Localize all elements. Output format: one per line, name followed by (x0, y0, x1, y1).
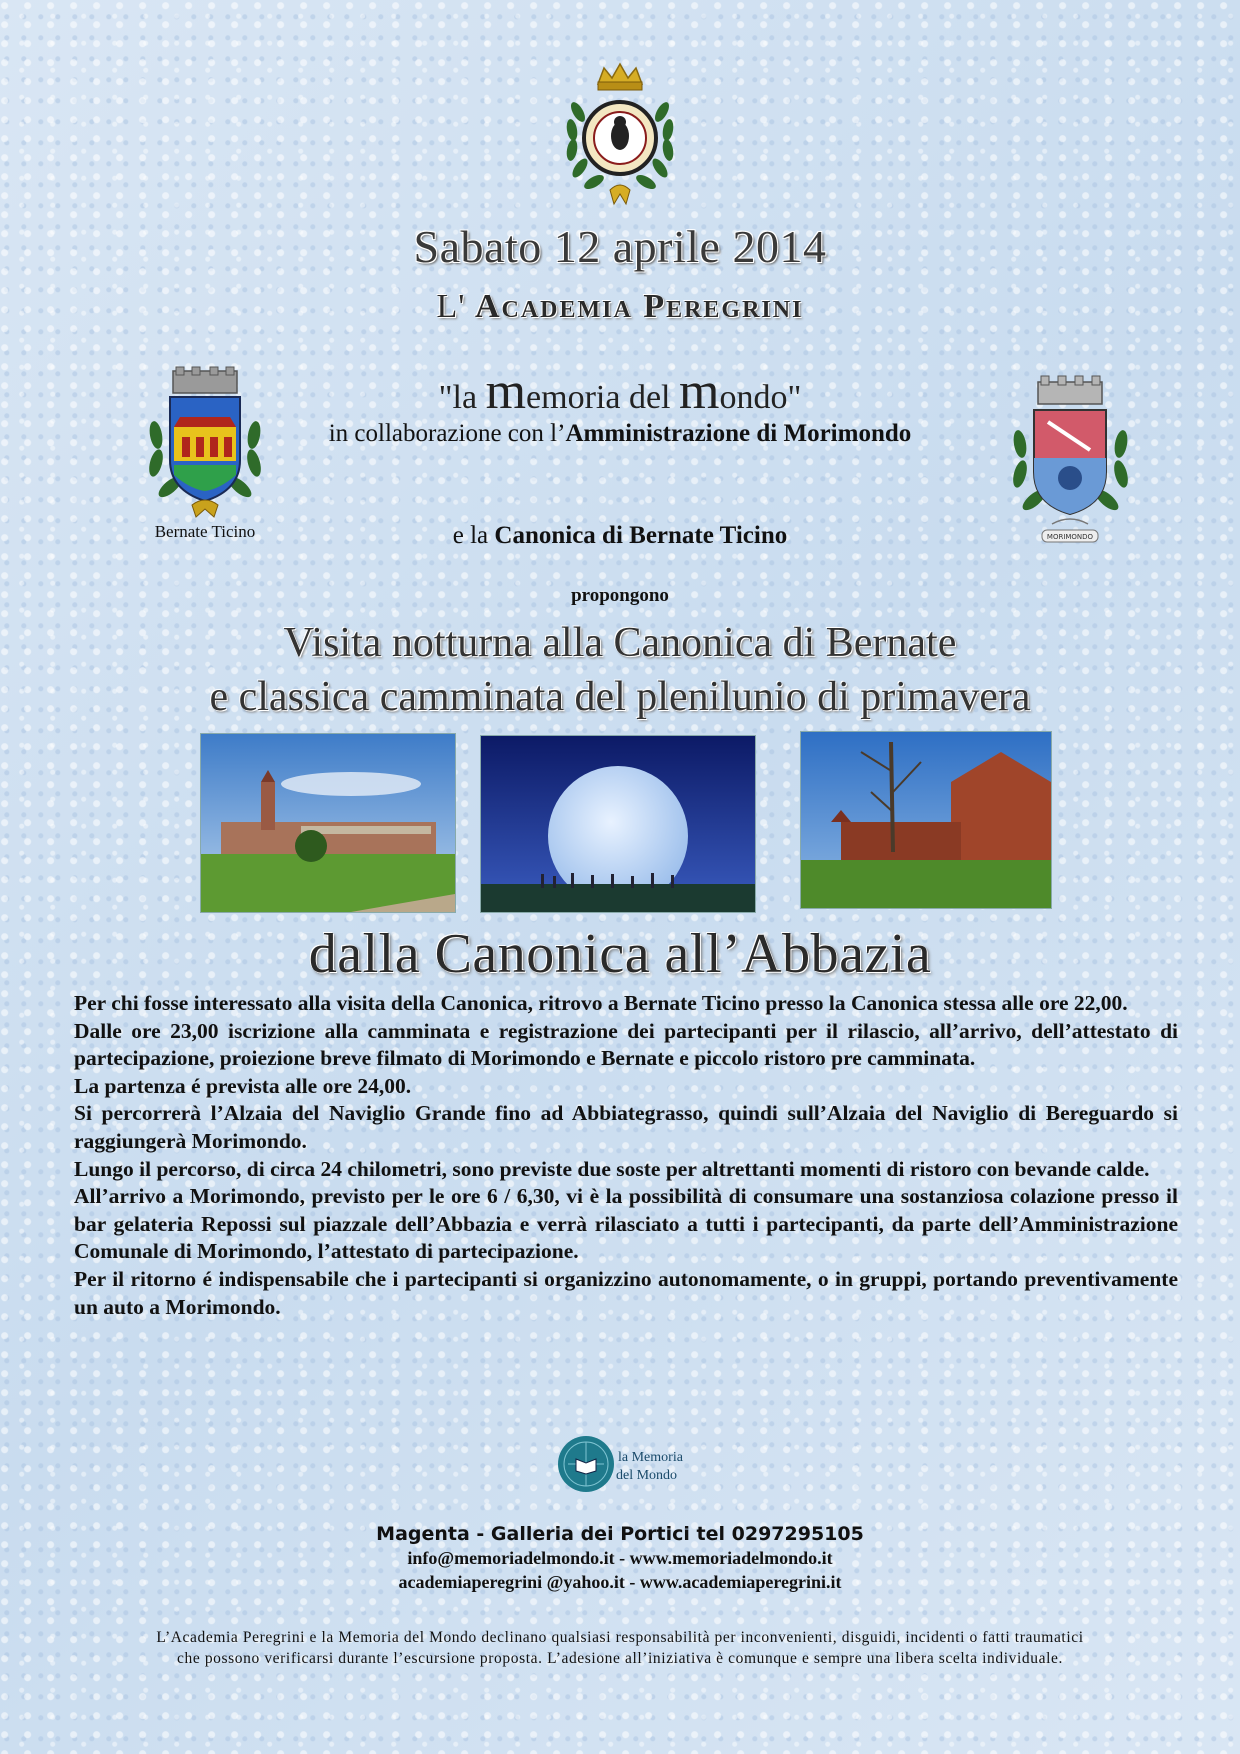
paragraph: Per chi fosse interessato alla visita della Canonica, ritrovo a Bernate Ticino presso la Canonica stessa alle ore 22,00. (74, 991, 1128, 1015)
memoria-word: emoria (526, 379, 621, 416)
disclaimer-line-2: che possono verificarsi durante l’escursione proposta. L’adesione all’iniziativa è comunque e sempre una libera scelta individuale. (177, 1650, 1063, 1667)
route-subhead: dalla Canonica all’Abbazia (308, 923, 932, 985)
mondo-word: ondo (719, 379, 788, 416)
abbazia-photo (800, 731, 1052, 909)
event-headline (0, 616, 1240, 724)
canonica-prefix: e la (452, 522, 495, 549)
memoria-del: del (620, 379, 679, 416)
headline-line-2: e classica camminata del plenilunio di primavera (209, 674, 1031, 720)
quote-open: "la (438, 379, 486, 416)
canonica-photo (200, 733, 456, 913)
logo-line-1: la Memoria (618, 1450, 683, 1465)
collab-prefix: in collaborazione con l’ (328, 420, 566, 447)
logo-line-2: del Mondo (616, 1468, 678, 1483)
memoria-del-mondo-logo-icon (556, 1433, 696, 1495)
organizer-prefix: L' (436, 288, 466, 325)
organizer-name: Academia Peregrini (474, 288, 804, 325)
canonica-name: Canonica di Bernate Ticino (494, 522, 788, 549)
contact-web-memoria: info@memoriadelmondo.it - www.memoriadelmondo.it (407, 1548, 833, 1568)
canonica-line (0, 522, 1240, 550)
quote-close: " (787, 379, 802, 416)
contact-block (0, 1522, 1240, 1594)
academia-crest-icon (560, 62, 680, 217)
paragraph: All’arrivo a Morimondo, previsto per le ore 6 / 6,30, vi è la possibilità di consumare una sostanziosa colazione presso il bar gelateria Repossi sul piazzale dell’Abbazia e verrà rilasciato a tutti i partecipanti, da parte dell’Amministrazione Comunale di Morimondo, l’attestato di partecipazione. (74, 1184, 1178, 1264)
mondo-initial: m (678, 363, 720, 420)
liability-disclaimer (60, 1627, 1180, 1669)
bernate-crest-label: Bernate Ticino (154, 522, 256, 541)
headline-line-1: Visita notturna alla Canonica di Bernate (283, 620, 957, 666)
paragraph: La partenza é prevista alle ore 24,00. (74, 1073, 412, 1098)
propose-label: propongono (571, 585, 669, 606)
paragraph: Dalle ore 23,00 iscrizione alla camminata e registrazione dei partecipanti per il rilascio, all’arrivo, dell’attestato di partecipazione, proiezione breve filmato di Morimondo e Bernate e piccolo ristoro pre camminata. (74, 1018, 1178, 1071)
event-date-title: Sabato 12 aprile 2014 (413, 221, 827, 272)
disclaimer-line-1: L’Academia Peregrini e la Memoria del Mondo declinano qualsiasi responsabilità per inconvenienti, disguidi, incidenti o fatti traumatici (156, 1629, 1084, 1646)
morimondo-crest-text: MORIMONDO (1046, 533, 1094, 541)
contact-web-academia: academiaperegrini @yahoo.it - www.academiaperegrini.it (398, 1572, 842, 1592)
paragraph: Per il ritorno é indispensabile che i partecipanti si organizzino autonomamente, o in gruppi, portando preventivamente un auto a Morimondo. (74, 1266, 1178, 1319)
memoria-initial: m (485, 363, 527, 420)
organizer-line (0, 288, 1240, 326)
full-moon-photo (480, 735, 756, 913)
paragraph: Si percorrerà l’Alzaia del Naviglio Grande fino ad Abbiategrasso, quindi sull’Alzaia del Naviglio di Bereguardo si raggiungerà Morimondo. (74, 1101, 1178, 1153)
contact-address: Magenta - Galleria dei Portici tel 0297295105 (376, 1523, 864, 1545)
collab-name: Amministrazione di Morimondo (565, 420, 912, 447)
event-description (74, 990, 1178, 1321)
bernate-crest-icon (140, 365, 270, 520)
paragraph: Lungo il percorso, di circa 24 chilometri, sono previste due soste per altrettanti momenti di ristoro con bevande calde. (74, 1156, 1150, 1181)
